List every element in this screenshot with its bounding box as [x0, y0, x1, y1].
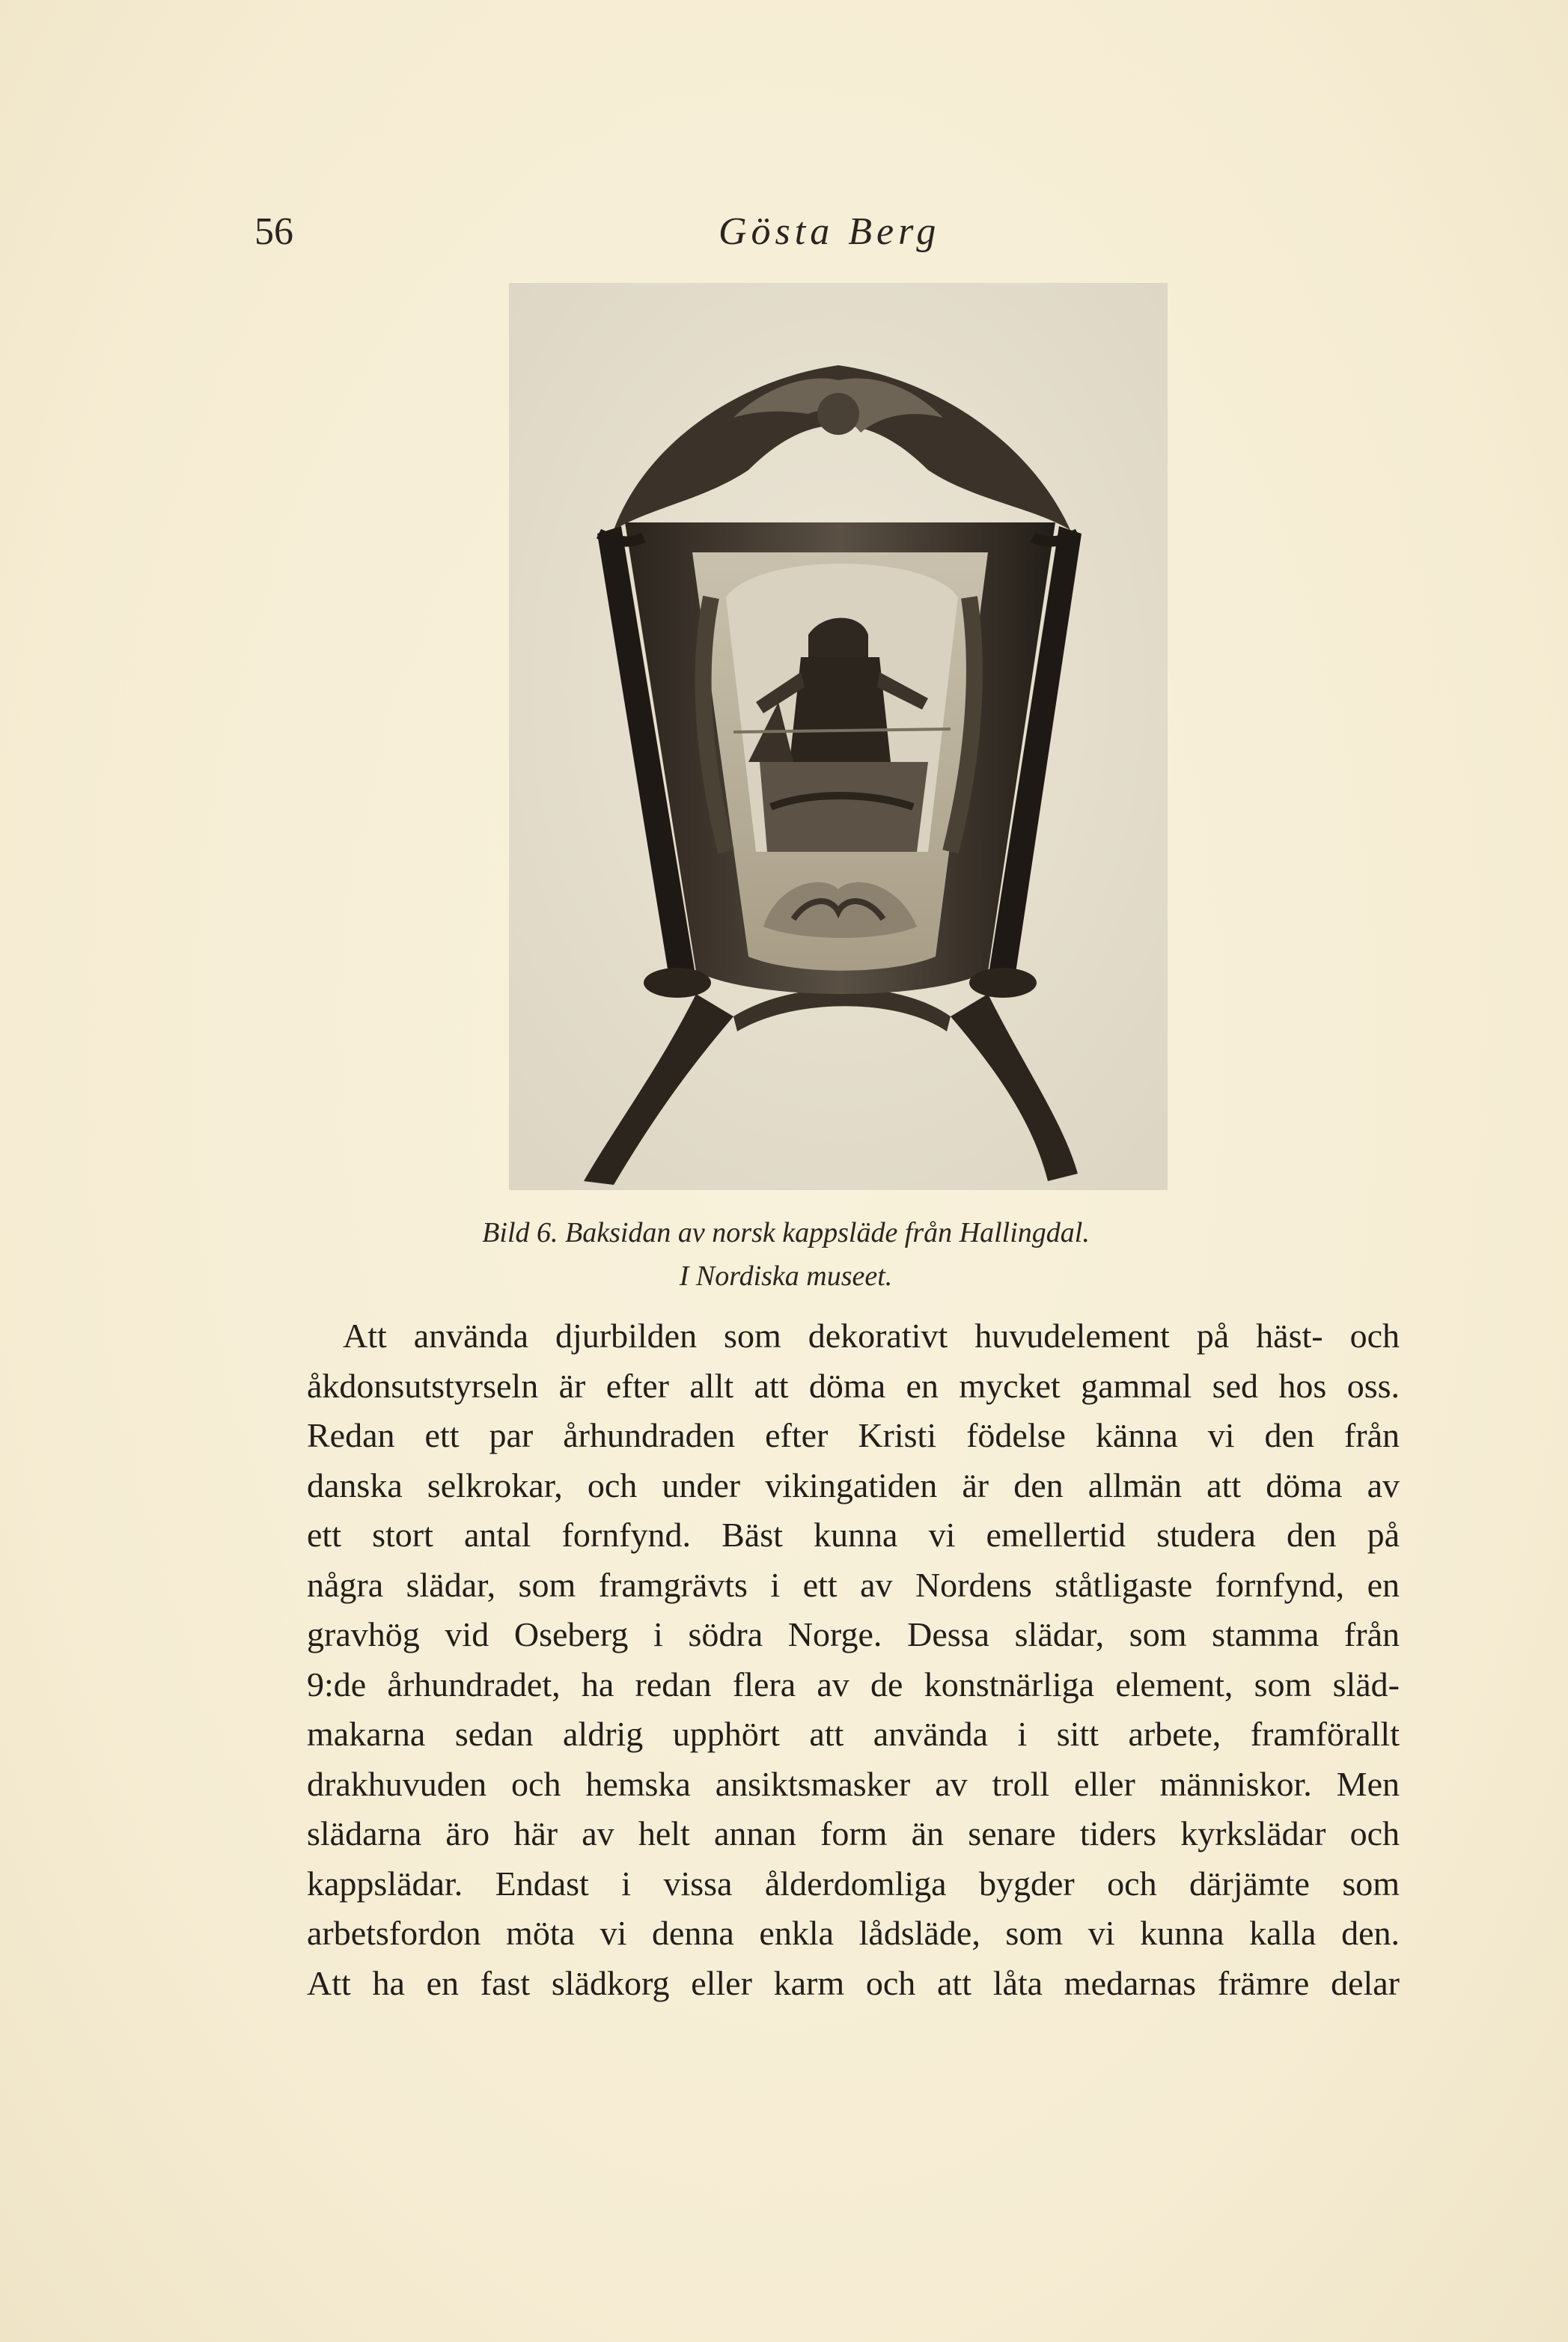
- text-line: Att ha en fast slädkorg eller karm och att låta medarnas främre delar: [307, 1963, 1400, 2002]
- text-line: ett stort antal fornfynd. Bäst kunna vi emellertid studera den på: [307, 1516, 1400, 1554]
- page-number: 56: [254, 210, 293, 253]
- caption-line-2: I Nordiska museet.: [679, 1260, 893, 1292]
- page-header: [254, 210, 1392, 269]
- body-paragraph: [307, 1311, 1400, 2008]
- text-line: åkdonsutstyrseln är efter allt att döma en mycket gammal sed hos oss.: [307, 1366, 1400, 1405]
- text-line: Redan ett par århundraden efter Kristi födelse känna vi den från: [307, 1416, 1400, 1454]
- sleigh-photo-icon: [509, 283, 1168, 1190]
- text-line: några slädar, som framgrävts i ett av Nordens ståtligaste fornfynd, en: [307, 1565, 1400, 1604]
- text-line: arbetsfordon möta vi denna enkla lådsläde, som vi kunna kalla den.: [307, 1914, 1400, 1952]
- figure-caption: [299, 1211, 1272, 1298]
- caption-line-1: Bild 6. Baksidan av norsk kappsläde från Hallingdal.: [482, 1217, 1090, 1248]
- text-line: danska selkrokar, och under vikingatiden är den allmän att döma av: [307, 1466, 1400, 1504]
- text-line: Att använda djurbilden som dekorativt huvudelement på häst- och: [343, 1317, 1400, 1355]
- text-line: makarna sedan aldrig upphört att använda i sitt arbete, framförallt: [307, 1715, 1400, 1753]
- text-line: drakhuvuden och hemska ansiktsmasker av troll eller människor. Men: [307, 1764, 1400, 1803]
- running-head: Gösta Berg: [719, 210, 941, 253]
- text-line: slädarna äro här av helt annan form än senare tiders kyrkslädar och: [307, 1814, 1400, 1852]
- text-line: kappslädar. Endast i vissa ålderdomliga bygder och därjämte som: [307, 1864, 1400, 1903]
- text-line: 9:de århundradet, ha redan flera av de konstnärliga element, som släd-: [307, 1665, 1400, 1704]
- sleigh-photo: [509, 283, 1168, 1190]
- text-line: gravhög vid Oseberg i södra Norge. Dessa slädar, som stamma från: [307, 1615, 1400, 1653]
